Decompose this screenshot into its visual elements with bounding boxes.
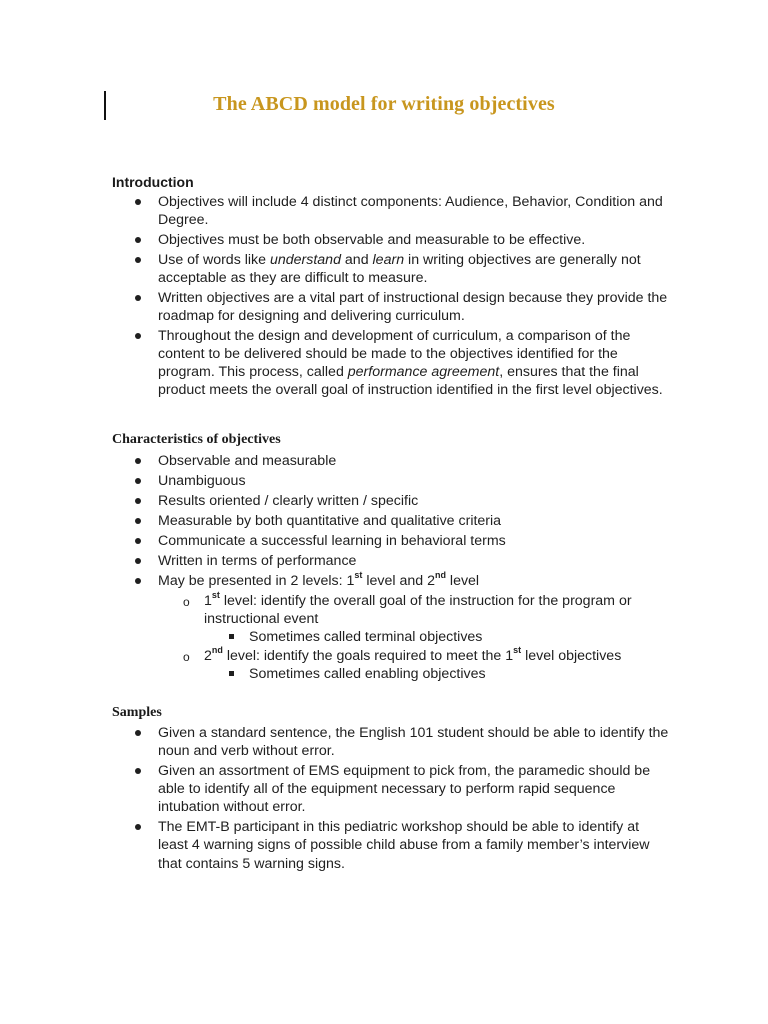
list-item: Measurable by both quantitative and qualitative criteria — [112, 512, 672, 530]
introduction-list — [112, 193, 672, 401]
list-item: Communicate a successful learning in behavioral terms — [112, 532, 672, 550]
list-item: Written objectives are a vital part of instructional design because they provide the roadmap for designing and delivering curriculum. — [112, 289, 672, 325]
list-item: Objectives must be both observable and measurable to be effective. — [112, 231, 672, 249]
document-title: The ABCD model for writing objectives — [213, 93, 555, 115]
characteristics-list — [112, 452, 672, 683]
sub-sub-list-item: Sometimes called enabling objectives — [112, 665, 672, 683]
list-item: Objectives will include 4 distinct components: Audience, Behavior, Condition and Degree. — [112, 193, 672, 229]
list-item: The EMT-B participant in this pediatric workshop should be able to identify at least 4 warning signs of possible child abuse from a family member’s interview that contains 5 warning signs. — [112, 818, 672, 873]
list-item: Results oriented / clearly written / specific — [112, 492, 672, 510]
samples-list — [112, 724, 672, 874]
list-item: Written in terms of performance — [112, 552, 672, 570]
sub-list-item: o 2nd level: identify the goals required to meet the 1st level objectives — [112, 647, 672, 665]
list-item: Observable and measurable — [112, 452, 672, 470]
list-item: Given an assortment of EMS equipment to pick from, the paramedic should be able to identify all of the equipment necessary to perform rapid sequence intubation without error. — [112, 762, 672, 817]
sub-sub-list-item: Sometimes called terminal objectives — [112, 628, 672, 646]
samples-heading: Samples — [112, 705, 162, 720]
list-item: Unambiguous — [112, 472, 672, 490]
introduction-heading: Introduction — [112, 174, 194, 190]
list-item: Throughout the design and development of curriculum, a comparison of the content to be delivered should be made to the objectives identified for the program. This process, called performance agreement, ensures that the final product meets the overall goal of instruction identified in the first level objectives. — [112, 327, 672, 400]
list-item: Use of words like understand and learn in writing objectives are generally not acceptable as they are difficult to measure. — [112, 251, 672, 287]
list-item: May be presented in 2 levels: 1st level and 2nd level — [112, 572, 672, 590]
list-item: Given a standard sentence, the English 101 student should be able to identify the noun and verb without error. — [112, 724, 672, 760]
characteristics-heading: Characteristics of objectives — [112, 432, 281, 447]
sub-list-item: o 1st level: identify the overall goal of the instruction for the program or instructional event — [112, 592, 672, 628]
